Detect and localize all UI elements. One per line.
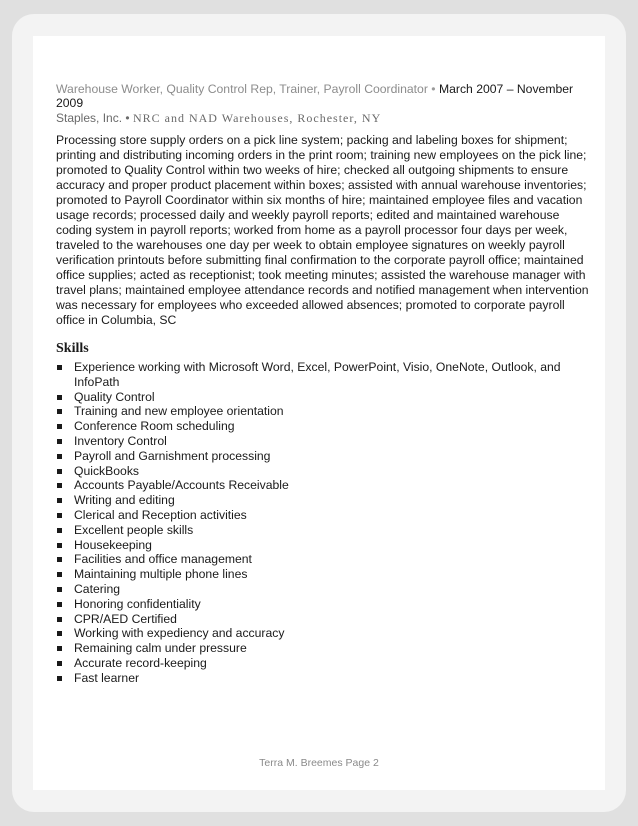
skill-item bbox=[56, 552, 590, 567]
job-dates: March 2007 – November 2009 bbox=[56, 82, 574, 110]
square-bullet-icon bbox=[57, 631, 62, 636]
skill-label: Excellent people skills bbox=[74, 522, 194, 537]
square-bullet-icon bbox=[57, 617, 62, 622]
company-line bbox=[56, 111, 590, 126]
skill-label: Maintaining multiple phone lines bbox=[74, 567, 248, 582]
skill-item bbox=[56, 523, 590, 538]
square-bullet-icon bbox=[57, 365, 62, 370]
document-page bbox=[33, 36, 605, 790]
square-bullet-icon bbox=[57, 572, 62, 577]
square-bullet-icon bbox=[57, 587, 62, 592]
skill-item bbox=[56, 612, 590, 627]
skill-label: Training and new employee orientation bbox=[74, 404, 284, 419]
page-footer: Terra M. Breemes Page 2 bbox=[259, 757, 379, 769]
skill-item bbox=[56, 597, 590, 612]
skill-label: Honoring confidentiality bbox=[74, 596, 201, 611]
skill-item bbox=[56, 508, 590, 523]
skill-label: Experience working with Microsoft Word, Excel, PowerPoint, Visio, OneNote, Outlook, and InfoPath bbox=[74, 360, 561, 389]
square-bullet-icon bbox=[57, 469, 62, 474]
skill-label: Conference Room scheduling bbox=[74, 419, 235, 434]
square-bullet-icon bbox=[57, 439, 62, 444]
square-bullet-icon bbox=[57, 557, 62, 562]
skill-item bbox=[56, 626, 590, 641]
skill-item bbox=[56, 419, 590, 434]
square-bullet-icon bbox=[57, 409, 62, 414]
company-name: Staples, Inc. bbox=[56, 111, 123, 125]
skill-label: Writing and editing bbox=[74, 493, 175, 508]
skill-item bbox=[56, 390, 590, 405]
square-bullet-icon bbox=[57, 483, 62, 488]
skill-label: Remaining calm under pressure bbox=[74, 641, 247, 656]
skill-label: Payroll and Garnishment processing bbox=[74, 448, 271, 463]
square-bullet-icon bbox=[57, 528, 62, 533]
skill-label: Quality Control bbox=[74, 389, 155, 404]
square-bullet-icon bbox=[57, 602, 62, 607]
skill-label: CPR/AED Certified bbox=[74, 611, 177, 626]
skill-label: Accounts Payable/Accounts Receivable bbox=[74, 478, 289, 493]
skill-item bbox=[56, 582, 590, 597]
skill-label: Inventory Control bbox=[74, 433, 167, 448]
skill-label: Accurate record-keeping bbox=[74, 655, 207, 670]
company-separator: • bbox=[125, 111, 130, 125]
skill-item bbox=[56, 434, 590, 449]
resume-content bbox=[56, 82, 590, 686]
separator-bullet: • bbox=[431, 82, 436, 96]
square-bullet-icon bbox=[57, 498, 62, 503]
square-bullet-icon bbox=[57, 661, 62, 666]
skill-item bbox=[56, 538, 590, 553]
square-bullet-icon bbox=[57, 395, 62, 400]
job-heading bbox=[56, 82, 590, 110]
skill-label: Clerical and Reception activities bbox=[74, 507, 247, 522]
skill-item bbox=[56, 567, 590, 582]
skill-item bbox=[56, 671, 590, 686]
skill-label: QuickBooks bbox=[74, 463, 140, 478]
company-location: NRC and NAD Warehouses, Rochester, NY bbox=[132, 111, 382, 125]
skill-label: Working with expediency and accuracy bbox=[74, 626, 285, 641]
square-bullet-icon bbox=[57, 424, 62, 429]
skill-item bbox=[56, 493, 590, 508]
skills-heading: Skills bbox=[56, 341, 89, 356]
job-title: Warehouse Worker, Quality Control Rep, Trainer, Payroll Coordinator bbox=[56, 82, 428, 96]
skill-item bbox=[56, 656, 590, 671]
skill-item bbox=[56, 449, 590, 464]
skills-list bbox=[56, 360, 590, 686]
skill-label: Fast learner bbox=[74, 670, 140, 685]
skill-item bbox=[56, 360, 590, 390]
skill-label: Facilities and office management bbox=[74, 552, 252, 567]
skill-item bbox=[56, 404, 590, 419]
square-bullet-icon bbox=[57, 454, 62, 459]
square-bullet-icon bbox=[57, 543, 62, 548]
skill-label: Catering bbox=[74, 581, 121, 596]
square-bullet-icon bbox=[57, 646, 62, 651]
square-bullet-icon bbox=[57, 676, 62, 681]
job-description: Processing store supply orders on a pick line system; packing and labeling boxes for shipment; printing and distributing incoming orders in the print room; training new employees on the pick line; promoted to Quality Control within two weeks of hire; checked all outgoing shipments to ensure accuracy and proper product placement within boxes; assisted with annual warehouse inventories; promoted to Payroll Coordinator within six months of hire; maintained employee files and vacation usage records; processed daily and weekly payroll reports; edited and maintained warehouse coding system in payroll reports; worked from home as a payroll processor four days per week, traveled to the warehouses one day per week to obtain employee signatures on weekly payroll verification printouts before submitting final confirmation to the corporate payroll office; maintained office supplies; acted as receptionist; took meeting minutes; assisted the warehouse manager with travel plans; maintained employee attendance records and notified management when intervention was necessary for employees who exceeded allowed absences; promoted to corporate payroll office in Columbia, SC bbox=[56, 133, 589, 327]
skill-label: Housekeeping bbox=[74, 537, 152, 552]
square-bullet-icon bbox=[57, 513, 62, 518]
skill-item bbox=[56, 464, 590, 479]
skill-item bbox=[56, 641, 590, 656]
skill-item bbox=[56, 478, 590, 493]
